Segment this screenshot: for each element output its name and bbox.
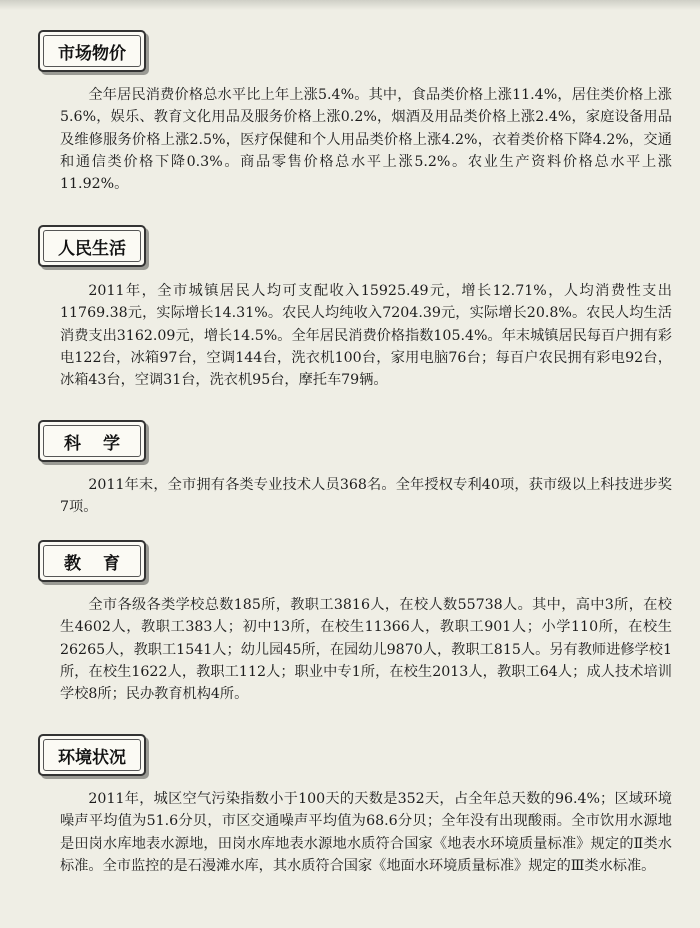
paragraph-environment: 2011年，城区空气污染指数小于100天的天数是352天，占全年总天数的96.4%；区域环境噪声平均值为51.6分贝，市区交通噪声平均值为68.6分贝；全年没有出现酸雨。全市饮用水源地是田岗水库地表水源地，田岗水库地表水源地水质符合国家《地表水环境质量标准》规定的Ⅱ类水标准。全市监控的是石漫滩水库，其水质符合国家《地面水环境质量标准》规定的Ⅲ类水标准。 bbox=[60, 791, 672, 874]
section-heading-market-prices bbox=[38, 30, 146, 72]
page-top-edge bbox=[0, 0, 700, 10]
heading-text: 人民生活 bbox=[58, 238, 126, 259]
section-heading-science bbox=[38, 420, 146, 462]
section-heading-people-life bbox=[38, 225, 146, 267]
heading-text: 教育 bbox=[64, 553, 142, 574]
heading-text: 科学 bbox=[64, 433, 142, 454]
paragraph-people-life: 2011年，全市城镇居民人均可支配收入15925.49元，增长12.71%，人均消费性支出11769.38元，实际增长14.31%。农民人均纯收入7204.39元，实际增长20.8%。农民人均生活消费支出3162.09元，增长14.5%。全年居民消费价格指数105.4%。年末城镇居民每百户拥有彩电122台，冰箱97台，空调144台，洗衣机100台，家用电脑76台；每百户农民拥有彩电92台，冰箱43台，空调31台，洗衣机95台，摩托车79辆。 bbox=[60, 283, 672, 389]
heading-text: 市场物价 bbox=[58, 43, 126, 64]
paragraph-market-prices: 全年居民消费价格总水平比上年上涨5.4%。其中，食品类价格上涨11.4%，居住类价格上涨5.6%，娱乐、教育文化用品及服务价格上涨0.2%，烟酒及用品类价格上涨2.4%，家庭设备用品及维修服务价格上涨2.5%，医疗保健和个人用品类价格上涨4.2%，衣着类价格下降4.2%，交通和通信类价格下降0.3%。商品零售价格总水平上涨5.2%。农业生产资料价格总水平上涨11.92%。 bbox=[60, 87, 672, 193]
section-heading-environment bbox=[38, 734, 146, 776]
section-heading-education bbox=[38, 540, 146, 582]
heading-text: 环境状况 bbox=[58, 747, 126, 768]
paragraph-education: 全市各级各类学校总数185所，教职工3816人，在校人数55738人。其中，高中3所，在校生4602人，教职工383人；初中13所，在校生11366人，教职工901人；小学110所，在校生26265人，教职工1541人；幼儿园45所，在园幼儿9870人，教职工815人。另有教师进修学校1所，在校生1622人，教职工112人；职业中专1所，在校生2013人，教职工64人；成人技术培训学校8所；民办教育机构4所。 bbox=[60, 597, 672, 703]
paragraph-science: 2011年末，全市拥有各类专业技术人员368名。全年授权专利40项，获市级以上科技进步奖7项。 bbox=[60, 477, 672, 516]
